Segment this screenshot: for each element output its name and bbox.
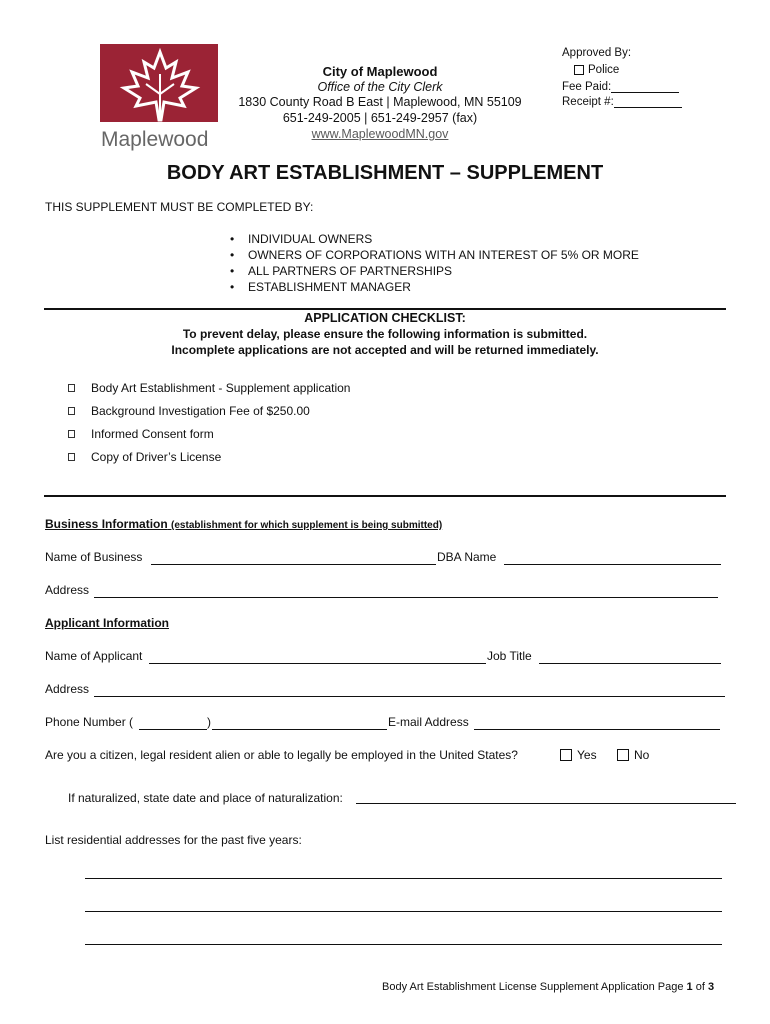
fee-paid-field[interactable]: [611, 81, 679, 93]
citizen-question: Are you a citizen, legal resident alien or able to legally be employed in the United States?: [45, 748, 518, 762]
dba-name-field[interactable]: [504, 564, 721, 565]
list-item: • INDIVIDUAL OWNERS: [230, 232, 373, 246]
business-name-label: Name of Business: [45, 550, 143, 564]
approved-by-label: Approved By:: [562, 47, 632, 59]
email-field[interactable]: [474, 729, 720, 730]
business-address-label: Address: [45, 583, 90, 597]
maplewood-logo: [100, 44, 220, 154]
applicant-name-field[interactable]: [149, 663, 486, 664]
city-phone: 651-249-2005 | 651-249-2957 (fax): [282, 111, 478, 125]
phone-number-field[interactable]: [212, 729, 387, 730]
applicant-address-field[interactable]: [94, 696, 725, 697]
police-approval: [574, 64, 619, 76]
office-name: Office of the City Clerk: [317, 80, 443, 94]
checkbox: [68, 430, 75, 438]
fee-paid-row: [562, 81, 679, 93]
page-footer: Body Art Establishment License Supplement Application Page 1 of 3: [382, 981, 715, 993]
receipt-field[interactable]: [614, 96, 682, 108]
receipt-row: [562, 96, 682, 108]
naturalized-label: If naturalized, state date and place of naturalization:: [68, 791, 343, 805]
divider: [44, 495, 726, 497]
business-info-heading: Business Information (establishment for which supplement is being submitted): [45, 517, 443, 531]
checklist-item[interactable]: Background Investigation Fee of $250.00: [68, 404, 310, 418]
residential-label: List residential addresses for the past five years:: [45, 833, 302, 847]
yes-checkbox[interactable]: [560, 749, 572, 761]
phone-paren-close: ): [207, 715, 211, 729]
checklist-note-1: To prevent delay, please ensure the following information is submitted.: [182, 327, 588, 341]
city-name: City of Maplewood: [322, 64, 438, 79]
dba-name-label: DBA Name: [437, 550, 497, 564]
citizen-no[interactable]: No: [617, 748, 649, 762]
phone-area-code-field[interactable]: [139, 729, 207, 730]
page-title: BODY ART ESTABLISHMENT – SUPPLEMENT: [166, 162, 604, 184]
phone-label: Phone Number (: [45, 715, 134, 729]
job-title-label: Job Title: [487, 649, 532, 663]
fee-paid-label: Fee Paid:: [562, 81, 612, 93]
checklist-note-2: Incomplete applications are not accepted and will be returned immediately.: [171, 343, 599, 357]
receipt-label: Receipt #:: [562, 96, 614, 108]
list-item: • ALL PARTNERS OF PARTNERSHIPS: [230, 264, 453, 278]
checklist-item[interactable]: Copy of Driver’s License: [68, 450, 221, 464]
applicant-name-label: Name of Applicant: [45, 649, 143, 663]
job-title-field[interactable]: [539, 663, 721, 664]
checkbox: [68, 384, 75, 392]
applicant-info-heading: Applicant Information: [45, 616, 169, 630]
applicant-address-label: Address: [45, 682, 90, 696]
citizen-yes[interactable]: Yes: [560, 748, 597, 762]
checkbox: [68, 407, 75, 415]
list-item: • OWNERS OF CORPORATIONS WITH AN INTEREST OF 5% OR MORE: [230, 248, 639, 262]
no-checkbox[interactable]: [617, 749, 629, 761]
city-website-link[interactable]: www.MaplewoodMN.gov: [311, 127, 449, 141]
logo-text: Maplewood: [101, 128, 209, 151]
residential-address-field-2[interactable]: [85, 911, 722, 912]
checklist-item[interactable]: Informed Consent form: [68, 427, 214, 441]
list-item: • ESTABLISHMENT MANAGER: [230, 280, 411, 294]
residential-address-field-3[interactable]: [85, 944, 722, 945]
checkbox: [68, 453, 75, 461]
police-checkbox[interactable]: [574, 65, 584, 75]
city-address: 1830 County Road B East | Maplewood, MN 55109: [238, 95, 522, 109]
divider: [44, 308, 726, 310]
police-label: Police: [588, 64, 620, 76]
checklist-item[interactable]: Body Art Establishment - Supplement application: [68, 381, 350, 395]
business-address-field[interactable]: [94, 597, 718, 598]
email-label: E-mail Address: [388, 715, 469, 729]
checklist-heading: APPLICATION CHECKLIST:: [304, 311, 466, 325]
must-complete-text: THIS SUPPLEMENT MUST BE COMPLETED BY:: [45, 200, 314, 214]
residential-address-field-1[interactable]: [85, 878, 722, 879]
naturalized-field[interactable]: [356, 803, 736, 804]
business-name-field[interactable]: [151, 564, 436, 565]
